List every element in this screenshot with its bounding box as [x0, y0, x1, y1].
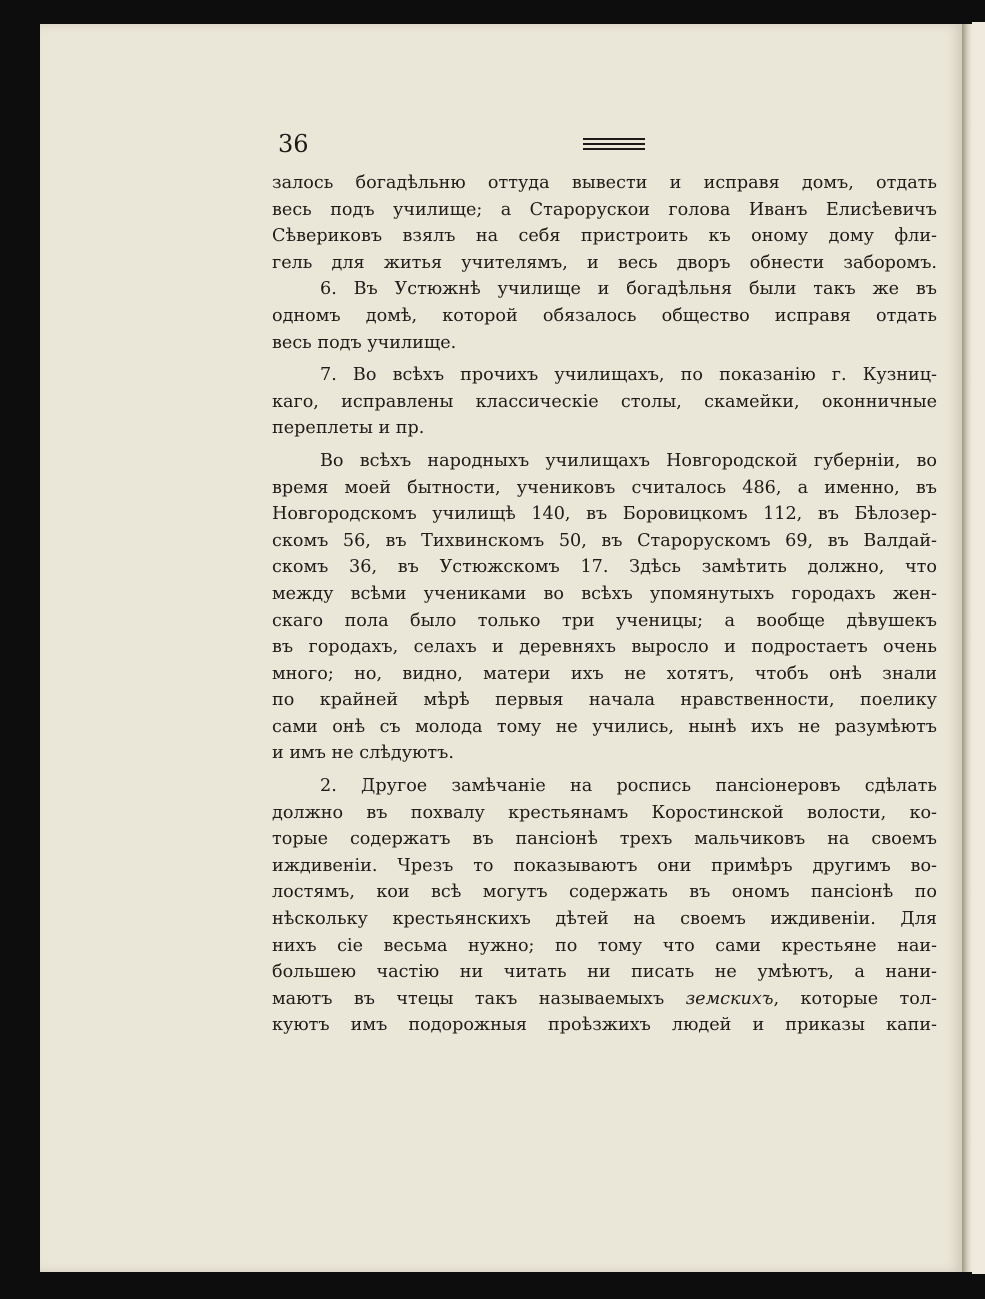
text-line: время моей бытности, учениковъ считалось 486, а именно, въ: [272, 477, 937, 498]
paragraph-line: Во всѣхъ народныхъ училищахъ Новгородской губерніи, во: [320, 450, 937, 471]
text-line: торые содержатъ въ пансіонѣ трехъ мальчиковъ на своемъ: [272, 829, 937, 850]
text-line: много; но, видно, матери ихъ не хотятъ, чтобъ онѣ знали: [272, 663, 937, 684]
text-line: переплеты и пр.: [272, 418, 425, 439]
next-page-edge: [972, 22, 985, 1274]
text-line: весь подъ училище; а Старорускои голова Иванъ Елисѣевичъ: [272, 199, 937, 220]
text-line: въ городахъ, селахъ и деревняхъ выросло и подростаетъ очень: [272, 637, 937, 658]
paragraph-7-line: 7. Во всѣхъ прочихъ училищахъ, по показанію г. Кузниц-: [320, 365, 937, 386]
text-line: сами онѣ съ молода тому не учились, нынѣ ихъ не разумѣютъ: [272, 716, 937, 737]
text-line: иждивеніи. Чрезъ то показываютъ они примѣръ другимъ во-: [272, 855, 937, 876]
paragraph-2-line: 2. Другое замѣчаніе на роспись пансіонеровъ сдѣлать: [320, 776, 937, 797]
text-line: гель для житья учителямъ, и весь дворъ обнести заборомъ.: [272, 252, 937, 273]
text-line: скаго пола было только три ученицы; а вообще дѣвушекъ: [272, 610, 937, 631]
text-line: между всѣми учениками во всѣхъ упомянутыхъ городахъ жен-: [272, 583, 937, 604]
paragraph-6-line: 6. Въ Устюжнѣ училище и богадѣльня были такъ же въ: [320, 279, 937, 300]
text-fragment: маютъ въ чтецы такъ называемыхъ: [272, 988, 686, 1009]
text-line: лостямъ, кои всѣ могутъ содержать въ ономъ пансіонѣ по: [272, 882, 937, 903]
text-line: и имъ не слѣдуютъ.: [272, 743, 454, 764]
text-line: одномъ домѣ, которой обязалось общество исправя отдать: [272, 305, 937, 326]
text-line: скомъ 56, въ Тихвинскомъ 50, въ Старорускомъ 69, въ Валдай-: [272, 530, 937, 551]
header-rule: [583, 143, 645, 145]
header-rule: [583, 148, 645, 150]
text-line: каго, исправлены классическіе столы, скамейки, оконничные: [272, 391, 937, 412]
text-fragment: , которые тол-: [773, 988, 937, 1009]
page-number: 36: [278, 130, 309, 158]
body-text: [272, 170, 937, 1039]
text-line: скомъ 36, въ Устюжскомъ 17. Здѣсь замѣтить должно, что: [272, 557, 937, 578]
text-line: большею частію ни читать ни писать не умѣютъ, а нани-: [272, 962, 937, 983]
text-line: по крайней мѣрѣ первыя начала нравственности, поелику: [272, 690, 937, 711]
text-line: куютъ имъ подорожныя проѣзжихъ людей и приказы капи-: [272, 1015, 937, 1036]
text-line: весь подъ училище.: [272, 332, 457, 353]
italic-term: земскихъ: [685, 988, 774, 1009]
text-line: нѣскольку крестьянскихъ дѣтей на своемъ иждивеніи. Для: [272, 909, 937, 930]
text-line: [272, 986, 937, 1013]
page-gutter: [962, 24, 972, 1272]
header-rule: [583, 138, 645, 140]
text-line: залось богадѣльню оттуда вывести и исправя домъ, отдать: [272, 173, 937, 193]
text-line: должно въ похвалу крестьянамъ Коростинской волости, ко-: [272, 802, 937, 823]
text-line: нихъ сіе весьма нужно; по тому что сами крестьяне наи-: [272, 935, 937, 956]
text-line: Новгородскомъ училищѣ 140, въ Боровицкомъ 112, въ Бѣлозер-: [272, 504, 937, 525]
page-header: [278, 126, 933, 166]
text-line: Сѣвериковъ взялъ на себя пристроить къ оному дому фли-: [272, 226, 937, 247]
